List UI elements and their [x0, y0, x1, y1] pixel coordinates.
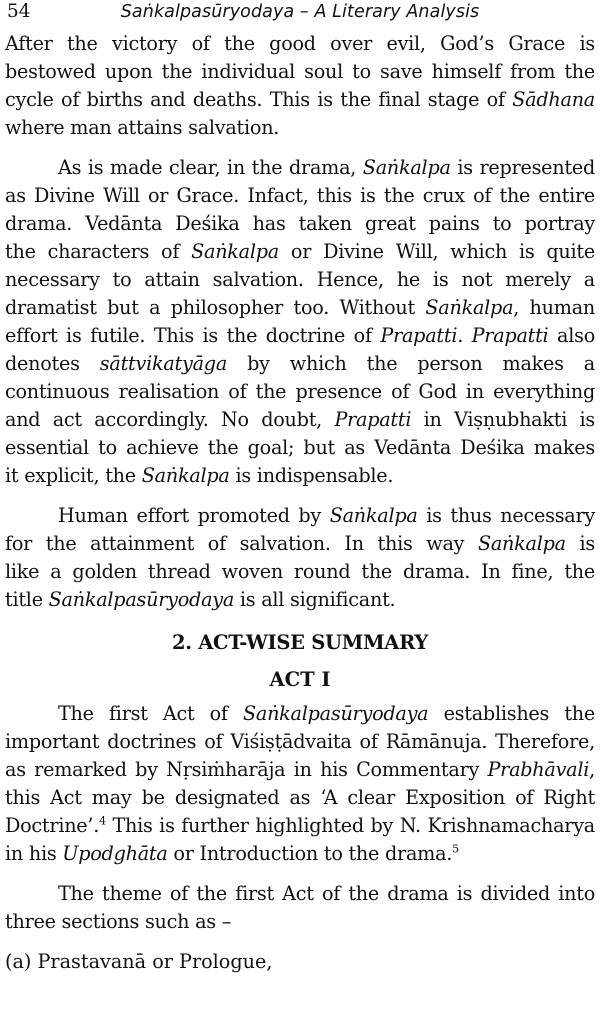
text-line: as Divine Will or Grace. Infact, this is the crux of the entire — [5, 184, 595, 207]
running-title: Saṅkalpasūryodaya – A Literary Analysis — [120, 2, 480, 22]
paragraph-sankalpa-divine-will — [5, 154, 595, 490]
paragraph-first-act — [5, 700, 595, 868]
text-line: cycle of births and deaths. This is the final stage of Sādhana — [5, 88, 595, 111]
paragraph-grace — [5, 30, 595, 142]
list-item-prologue: (a) Prastavanā or Prologue, — [5, 950, 273, 973]
text-line: title Saṅkalpasūryodaya is all significant. — [5, 588, 396, 611]
text-line: The theme of the first Act of the drama is divided into — [58, 882, 595, 905]
text-line: bestowed upon the individual soul to save himself from the — [5, 60, 595, 83]
text-line: three sections such as – — [5, 910, 232, 933]
paragraph-human-effort — [5, 502, 595, 614]
text-line: where man attains salvation. — [5, 116, 280, 139]
text-line: continuous realisation of the presence of God in everything — [5, 380, 595, 403]
text-run: Doctrine’. — [5, 814, 100, 837]
text-line: essential to achieve the goal; but as Vedānta Deśika makes — [5, 436, 595, 459]
footnote-ref-5[interactable]: 5 — [452, 842, 459, 856]
text-line: like a golden thread woven round the drama. In fine, the — [5, 560, 595, 583]
text-line: important doctrines of Viśiṣṭādvaita of Rāmānuja. Therefore, — [5, 730, 595, 753]
text-line: Human effort promoted by Saṅkalpa is thus necessary — [58, 504, 595, 527]
text-line: drama. Vedānta Deśika has taken great pains to portray — [5, 212, 595, 235]
text-line: this Act may be designated as ‘A clear Exposition of Right — [5, 786, 595, 809]
text-line: for the attainment of salvation. In this way Saṅkalpa is — [5, 532, 595, 555]
text-line: and act accordingly. No doubt, Prapatti in Viṣṇubhakti is — [5, 408, 596, 431]
text-line: The first Act of Saṅkalpasūryodaya establishes the — [58, 702, 596, 725]
section-heading: 2. ACT-WISE SUMMARY — [171, 631, 429, 654]
text-line: dramatist but a philosopher too. Without Saṅkalpa, human — [5, 296, 596, 319]
text-line: effort is futile. This is the doctrine of Prapatti. Prapatti also — [5, 324, 595, 347]
text-line: denotes sāttvikatyāga by which the person makes a — [5, 352, 595, 375]
act-heading: ACT I — [269, 668, 331, 691]
text-line: it explicit, the Saṅkalpa is indispensable. — [5, 464, 394, 487]
text-line: As is made clear, in the drama, Saṅkalpa is represented — [58, 156, 595, 179]
footnote-ref-4[interactable]: 4 — [99, 814, 106, 828]
text-line — [5, 812, 595, 840]
text-line: the characters of Saṅkalpa or Divine Will, which is quite — [5, 240, 595, 263]
text-line — [5, 840, 595, 868]
text-run: in his Upodghāta or Introduction to the drama. — [5, 842, 453, 865]
paragraph-theme — [5, 880, 595, 936]
running-head — [5, 0, 595, 30]
text-line: After the victory of the good over evil, God’s Grace is — [5, 32, 595, 55]
page-number: 54 — [7, 1, 31, 22]
text-line: necessary to attain salvation. Hence, he is not merely a — [5, 268, 595, 291]
text-run: This is further highlighted by N. Krishnamacharya — [105, 814, 595, 837]
text-line: as remarked by Nṛsiṁharāja in his Commentary Prabhāvali, — [5, 758, 595, 781]
